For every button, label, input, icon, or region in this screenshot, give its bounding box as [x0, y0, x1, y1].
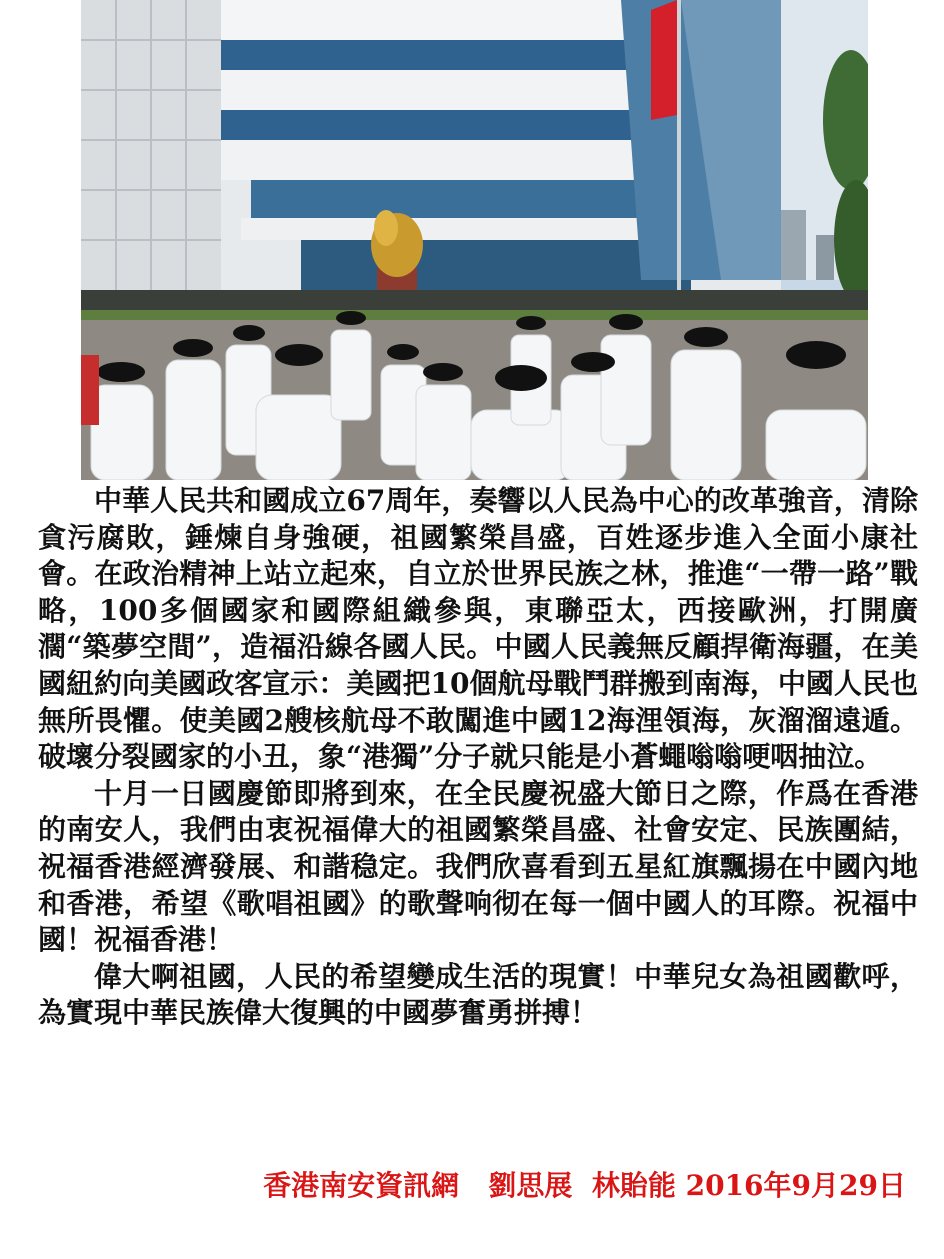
article-body [38, 483, 918, 1032]
ceremony-illustration [81, 0, 868, 480]
article-paragraph-3: 偉大啊祖國，人民的希望變成生活的現實！中華兒女為祖國歡呼，為實現中華民族偉大復興的中國夢奮勇拼搏！ [38, 959, 918, 1030]
article-paragraph-2: 十月一日國慶節即將到來，在全民慶祝盛大節日之際，作爲在香港的南安人，我們由衷祝福偉大的祖國繁榮昌盛、社會安定、民族團結，祝福香港經濟發展、和諧稳定。我們欣喜看到五星紅旗飄揚在中國內地和香港，希望《歌唱祖國》的歌聲响彻在每一個中國人的耳際。祝福中國！祝福香港！ [38, 776, 918, 957]
ceremony-photo [81, 0, 868, 480]
article-paragraph-1: 中華人民共和國成立67周年，奏響以人民為中心的改革強音，清除貪污腐敗，錘煉自身強硬，祖國繁榮昌盛，百姓逐步進入全面小康社會。在政治精神上站立起來，自立於世界民族之林，推進“一帶一路”戰略，100多個國家和國際組織參與，東聯亞太，西接歐洲，打開廣濶“築夢空間”，造福沿線各國人民。中國人民義無反顧捍衛海疆，在美國紐約向美國政客宣示：美國把10個航母戰鬥群搬到南海，中國人民也無所畏懼。使美國2艘核航母不敢闖進中國12海浬領海，灰溜溜遠遁。破壞分裂國家的小丑，象“港獨”分子就只能是小蒼蠅嗡嗡哽咽抽泣。 [38, 484, 918, 774]
signature-line: 香港南安資訊網 劉思展 林貽能 2016年9月29日 [263, 1169, 906, 1202]
